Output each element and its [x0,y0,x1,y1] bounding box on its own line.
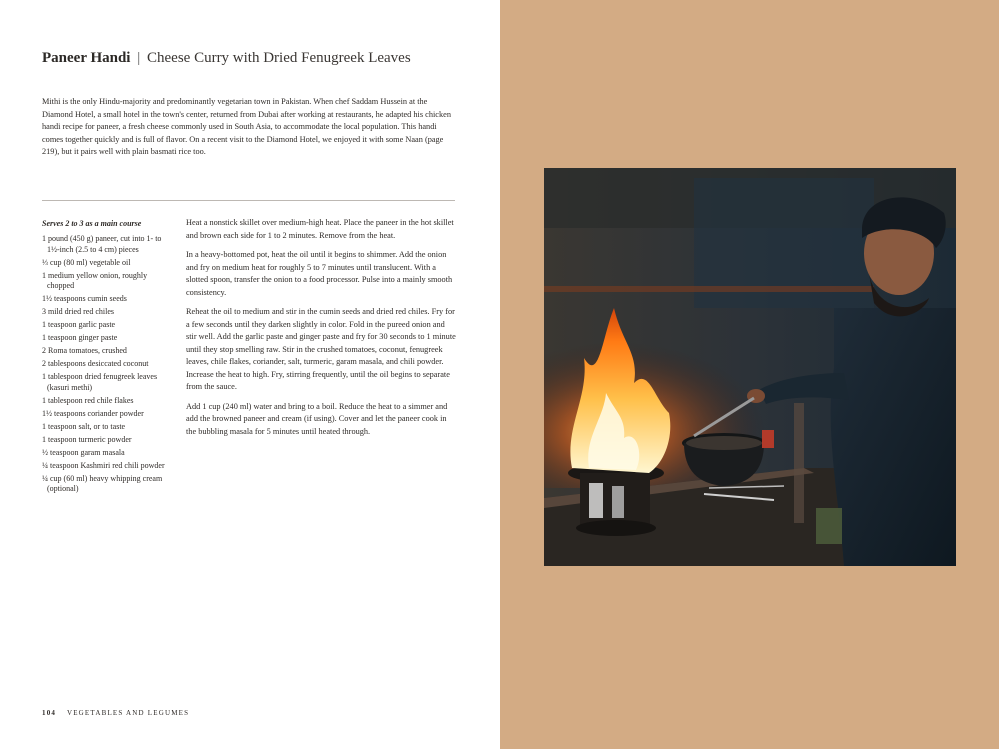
ingredient-item: 1 tablespoon red chile flakes [42,395,134,405]
chef-cooking-photo [544,168,956,566]
ingredient-item: 1 teaspoon turmeric powder [42,434,132,444]
page-number: 104 [42,709,57,717]
ingredient-item: 1 pound (450 g) paneer, cut into 1- to 1½-inch (2.5 to 4 cm) pieces [42,234,162,254]
recipe-subtitle: Cheese Curry with Dried Fenugreek Leaves [147,50,411,66]
ingredient-item: 1 tablespoon dried fenugreek leaves (kasuri methi) [42,372,158,392]
ingredient-item: ½ teaspoon garam masala [42,447,125,457]
section-name: VEGETABLES AND LEGUMES [66,709,190,717]
photo-chef-body [831,308,956,566]
method-steps [186,217,456,445]
recipe-title [42,50,482,67]
serves-note: Serves 2 to 3 as a main course [42,219,142,228]
ingredient-item: 1 medium yellow onion, roughly chopped [42,270,148,290]
intro-paragraph: Mithi is the only Hindu-majority and predominantly vegetarian town in Pakistan. When chef Saddam Hussein at the Diamond Hotel, a small hotel in the town's center, returned from Dubai after working at restaurants, he adapted his chicken handi recipe for paneer, a fresh cheese commonly used in South Asia, to accommodate the local population. This handi comes together quickly and is full of flavor. On a recent visit to the Diamond Hotel, we enjoyed it with some Naan (page 219), but it pairs well with plain basmati rice too. [42,97,451,156]
ingredient-item: ⅓ cup (80 ml) vegetable oil [42,257,131,267]
ingredient-item: ¼ teaspoon Kashmiri red chili powder [42,460,165,470]
ingredient-item: 1 teaspoon salt, or to taste [42,421,126,431]
ingredient-item: 2 Roma tomatoes, crushed [42,346,127,355]
ingredient-item: 1½ teaspoons cumin seeds [42,294,127,303]
page-footer [42,709,189,717]
section-divider [42,200,455,201]
ingredient-item: 2 tablespoons desiccated coconut [42,359,149,368]
method-step: In a heavy-bottomed pot, heat the oil until it begins to shimmer. Add the onion and fry on medium heat for roughly 5 to 7 minutes until translucent. With a slotted spoon, transfer the onion to a food processor. Pulse into a mainly smooth consistency. [186,250,453,297]
ingredient-item: 1 teaspoon garlic paste [42,320,116,329]
method-step: Add 1 cup (240 ml) water and bring to a boil. Reduce the heat to a simmer and add the browned paneer and cream (if using). Cover and let the paneer cook in the bubbling masala for 5 minutes until heated through. [186,401,448,436]
recipe-title-main: Paneer Handi [42,50,131,66]
ingredient-item: 1 teaspoon ginger paste [42,333,118,342]
ingredient-item: ¼ cup (60 ml) heavy whipping cream (optional) [42,473,163,493]
ingredients-list [42,218,170,497]
ingredient-item: 1½ teaspoons coriander powder [42,408,144,418]
method-step: Reheat the oil to medium and stir in the cumin seeds and dried red chiles. Fry for a few seconds until they darken slightly in color. Fold in the pureed onion and stir well. Add the garlic paste and ginger paste and fry for 30 seconds to 1 minute until they stop smelling raw. Stir in the crushed tomatoes, coconut, fenugreek leaves, chile flakes, coriander, salt, turmeric, garam masala, and chili powder. Increase the heat to high. Fry, stirring frequently, until the oil begins to separate from the sauce. [186,307,456,391]
ingredient-item: 3 mild dried red chiles [42,307,114,316]
method-step: Heat a nonstick skillet over medium-high heat. Place the paneer in the hot skillet and brown each side for 1 to 2 minutes. Remove from the heat. [186,218,454,240]
title-separator: | [137,50,141,66]
